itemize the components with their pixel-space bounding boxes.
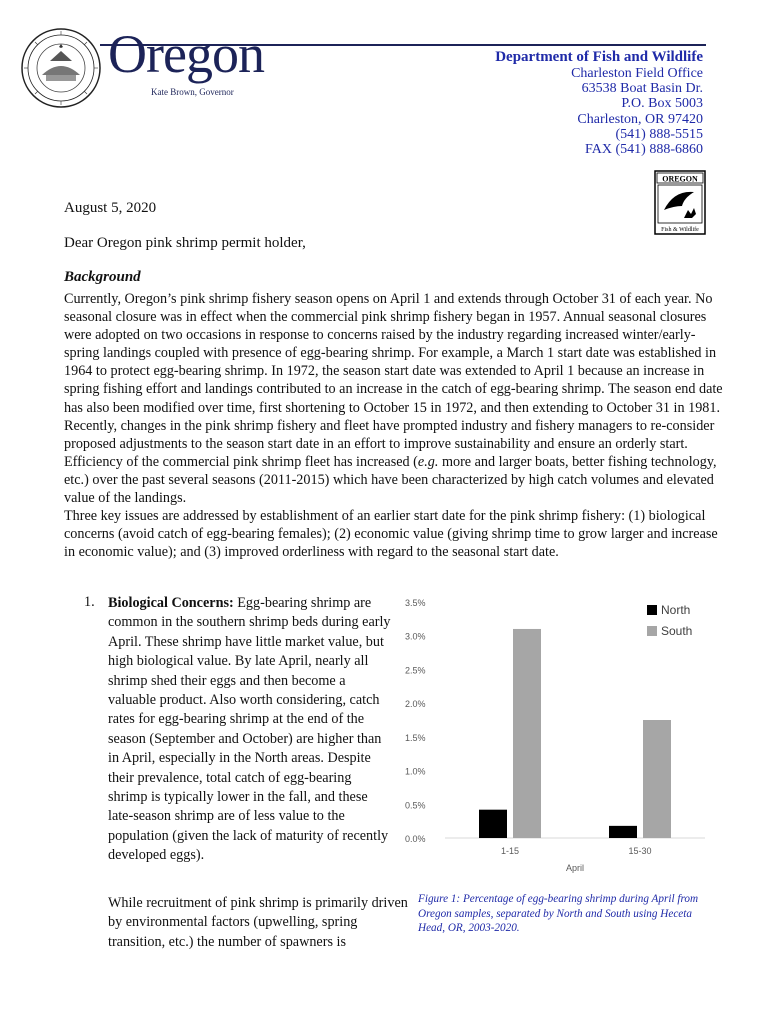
state-name: Oregon	[108, 24, 264, 84]
egg-bearing-shrimp-chart	[395, 590, 715, 880]
y-tick-label: 1.0%	[405, 766, 426, 777]
x-tick-label: 1-15	[500, 846, 520, 856]
logo-bottom-text: Fish & Wildlife	[661, 227, 699, 233]
department-address	[495, 48, 703, 157]
address-line: Charleston, OR 97420	[577, 111, 703, 127]
y-tick-label: 2.5%	[405, 665, 426, 676]
legend-swatch-south	[647, 626, 657, 636]
list-item-title: Biological Concerns:	[108, 595, 234, 611]
address-line: FAX (541) 888-6860	[585, 142, 703, 158]
y-tick-label: 3.5%	[405, 598, 426, 608]
address-line: P.O. Box 5003	[621, 96, 703, 112]
legend-swatch-north	[647, 605, 657, 615]
y-tick-label: 3.0%	[405, 631, 426, 642]
legend-label-north: North	[661, 603, 691, 617]
y-tick-label: 2.0%	[405, 699, 426, 710]
list-item-number: 1.	[84, 594, 95, 610]
odfw-logo	[654, 170, 706, 235]
bar-north-1-15	[479, 810, 507, 838]
x-axis-title: April	[565, 863, 585, 873]
legend-label-south: South	[661, 624, 693, 638]
list-item-biological-concerns	[108, 594, 393, 866]
bar-south-15-30	[643, 720, 671, 838]
salutation: Dear Oregon pink shrimp permit holder,	[64, 235, 306, 251]
logo-top-text: OREGON	[662, 174, 698, 184]
list-item-text: Egg-bearing shrimp are common in the southern shrimp beds during early April. These shrimp have little market value, but high biological value. By late April, nearly all shrimp shed their eggs and then become a valuable product. Also worth considering, catch rates for egg-bearing shrimp at the end of the season (September and October) are higher than in April, especially in the North areas. Despite their prevalence, total catch of egg-bearing shrimp is typically lower in the fall, and these late-season shrimp are of less value to the population (given the lack of maturity of recently developed eggs).	[108, 595, 391, 864]
paragraph: Recently, changes in the pink shrimp fishery and fleet have prompted industry and fishery managers to re-consider proposed adjustments to the season start date in an effort to improve sustainability and ensure an orderly start. Efficiency of the commercial pink shrimp fleet has increased (e.g. more and larger boats, better fishing technology, etc.) over the past several seasons (2011-2015) which have been characterized by high catch volumes and elevated value of the landings.	[64, 417, 717, 507]
letter-date: August 5, 2020	[64, 200, 157, 216]
y-tick-label: 0.5%	[405, 800, 426, 811]
paragraph: Three key issues are addressed by establishment of an earlier start date for the pink shrimp fishery: (1) biological concerns (avoid catch of egg-bearing females); (2) economic value (giving shrimp time to grow larger and increase in economic value); and (3) improved orderliness with regard to the seasonal start date.	[64, 508, 718, 561]
bar-north-15-30	[609, 826, 637, 838]
section-heading: Background	[64, 269, 141, 285]
letter-body	[64, 290, 726, 561]
paragraph: Currently, Oregon’s pink shrimp fishery season opens on April 1 and extends through October 31 of each year. No seasonal closure was in effect when the commercial pink shrimp fishery began in 1957. Annual seasonal closures were adopted on two occasions in response to concerns raised by the industry regarding increased winter/early-spring landings coupled with presence of egg-bearing shrimp. For example, a March 1 start date was established in 1964 to protect egg-bearing shrimp. In 1972, the season start date was extended to April 1 because an increase in spring fishing effort and landings contributed to an increase in the catch of egg-bearing shrimp. The season end date has also been modified over time, first shortening to October 15 in 1972, and then extending to October 31 in 1981.	[64, 291, 723, 416]
oregon-state-seal	[20, 27, 102, 109]
figure-caption: Figure 1: Percentage of egg-bearing shrimp during April from Oregon samples, separated by North and South using Heceta Head, OR, 2003-2020.	[418, 893, 699, 935]
recruitment-paragraph: While recruitment of pink shrimp is primarily driven by environmental factors (upwelling, spring transition, etc.) the number of spawners is	[108, 895, 408, 950]
y-tick-label: 0.0%	[405, 834, 426, 844]
address-line: 63538 Boat Basin Dr.	[581, 81, 703, 97]
x-tick-label: 15-30	[628, 846, 652, 856]
address-line: Charleston Field Office	[571, 66, 703, 81]
governor-name: Kate Brown, Governor	[151, 87, 234, 97]
address-line: (541) 888-5515	[615, 126, 703, 142]
y-tick-label: 1.5%	[405, 732, 426, 743]
bar-south-1-15	[513, 629, 541, 838]
department-title: Department of Fish and Wildlife	[495, 49, 703, 65]
